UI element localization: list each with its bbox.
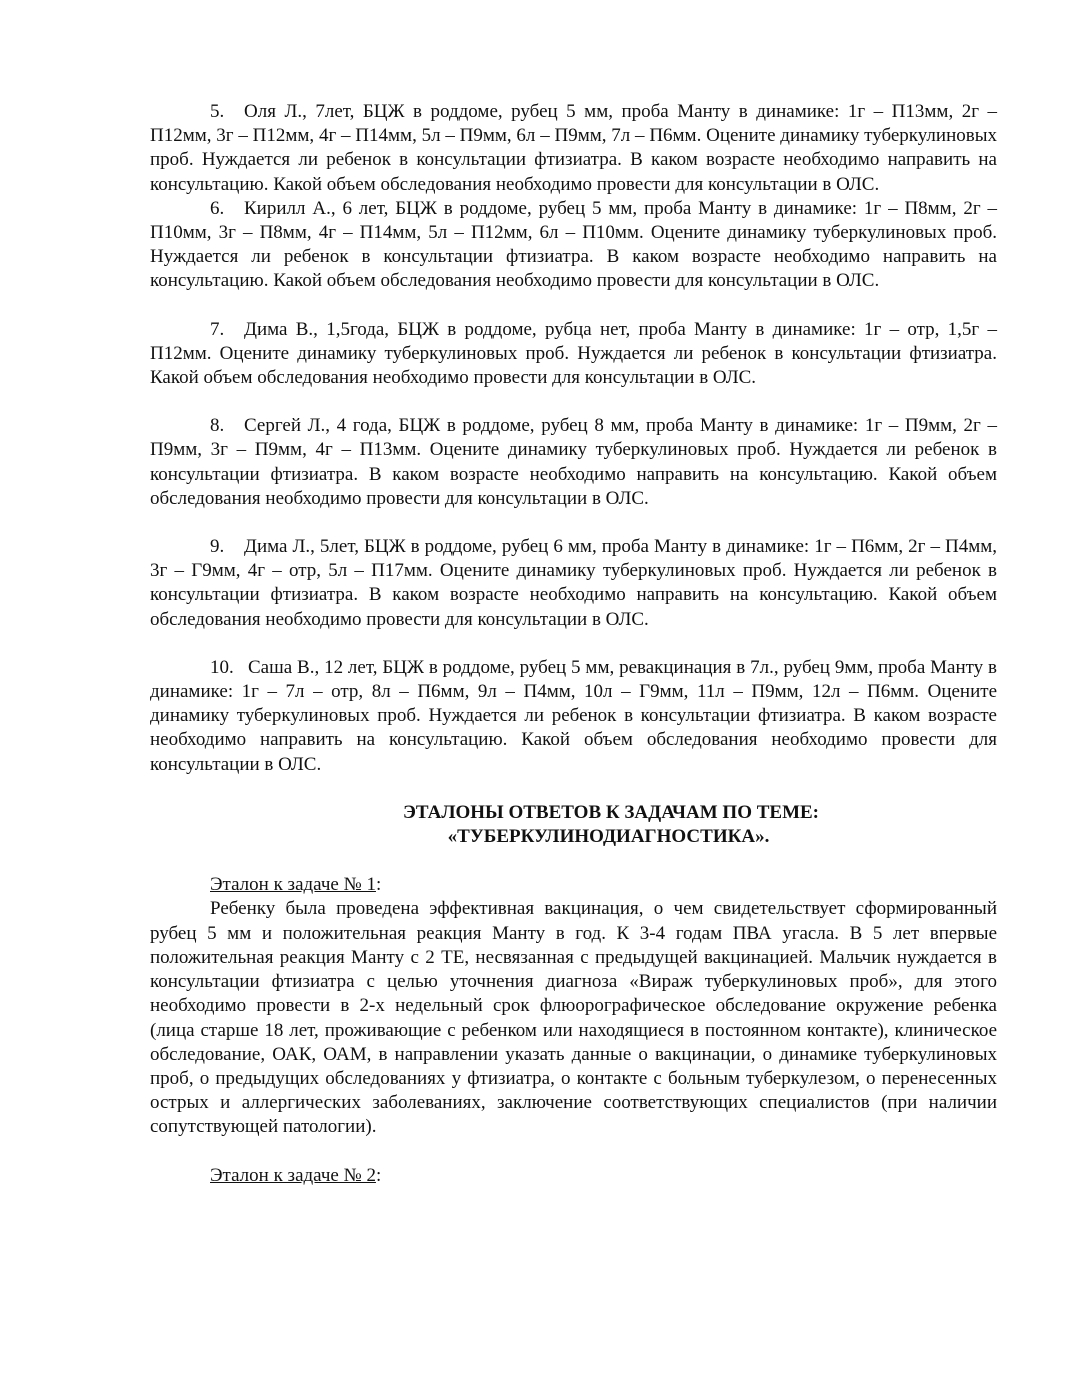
etalon-2-title-text: Эталон к задаче № 2 xyxy=(210,1164,376,1186)
etalon-1-colon: : xyxy=(375,874,382,896)
task-text: Оля Л., 7лет, БЦЖ в роддоме, рубец 5 мм, проба Манту в динамике: 1г – П13мм, 2г – П12мм, 3г – П12мм, 4г – П14мм, 5л – П9мм, 6л – П9мм, 7л – П6мм. Оцените динамику туберкулиновых проб. Нуждается ли ребенок в консультации фтизиатра. В каком возрасте необходимо направить на консультацию. Какой объем обследования необходимо провести для консультации в ОЛС. xyxy=(150,101,997,195)
task-5 xyxy=(150,100,997,197)
etalon-1-text: Ребенку была проведена эффективная вакцинация, о чем свидетельствует сформированный рубец 5 мм и положительная реакция Манту в год. К 3-4 годам ПВА угасла. В 5 лет впервые положительная реакция Манту с 2 ТЕ, несвязанная с предыдущей вакцинацией. Мальчик нуждается в консультации фтизиатра с целью уточнения диагноза «Вираж туберкулиновых проб», для этого необходимо провести в 2-х недельный срок флюорографическое обследование окружение ребенка (лица старше 18 лет, проживающие с ребенком или находящиеся в постоянном контакте), клиническое обследование, ОАК, ОАМ, в направлении указать данные о вакцинации, о динамике туберкулиновых проб, о предыдущих обследованиях у фтизиатра, о контакте с больным туберкулезом, о перенесенных острых и аллергических заболеваниях, заключение соответствующих специалистов (при наличии сопутствующей патологии). xyxy=(150,898,997,1138)
task-number: 10. xyxy=(210,656,234,678)
etalon-1-title-text: Эталон к задаче № 1 xyxy=(210,874,376,896)
task-number: 5. xyxy=(210,101,225,122)
task-text: Кирилл А., 6 лет, БЦЖ в роддоме, рубец 5 мм, проба Манту в динамике: 1г – П8мм, 2г – П10мм, 3г – П8мм, 4г – П14мм, 5л – П12мм, 6л – П10мм. Оцените динамику туберкулиновых проб. Нуждается ли ребенок в консультации фтизиатра. В каком возрасте необходимо направить на консультацию. Какой объем обследования необходимо провести для консультации в ОЛС. xyxy=(150,197,997,292)
etalon-2-colon: : xyxy=(375,1164,382,1186)
task-text: Саша В., 12 лет, БЦЖ в роддоме, рубец 5 мм, ревакцинация в 7л., рубец 9мм, проба Манту в динамике: 1г – 7л – отр, 8л – П6мм, 9л – П4мм, 10л – Г9мм, 11л – П9мм, 12л – П6мм. Оцените динамику туберкулиновых проб. Нуждается ли ребенок в консультации фтизиатра. В каком возрасте необходимо направить на консультацию. Какой объем обследования необходимо провести для консультации в ОЛС. xyxy=(150,656,997,775)
task-9 xyxy=(150,535,997,632)
spacer xyxy=(150,294,997,318)
document-page xyxy=(150,100,997,1188)
spacer xyxy=(150,511,997,535)
task-text: Дима Л., 5лет, БЦЖ в роддоме, рубец 6 мм, проба Манту в динамике: 1г – П6мм, 2г – П4мм, 3г – Г9мм, 4г – отр, 5л – П17мм. Оцените динамику туберкулиновых проб. Нуждается ли ребенок в консультации фтизиатра. В каком возрасте необходимо направить на консультацию. Какой объем обследования необходимо провести для консультации в ОЛС. xyxy=(150,536,997,630)
spacer xyxy=(150,632,997,656)
task-text: Сергей Л., 4 года, БЦЖ в роддоме, рубец 8 мм, проба Манту в динамике: 1г – П9мм, 2г – П9мм, 3г – П9мм, 4г – П13мм. Оцените динамику туберкулиновых проб. Нуждается ли ребенок в консультации фтизиатра. В каком возрасте необходимо направить на консультацию. Какой объем обследования необходимо провести для консультации в ОЛС. xyxy=(150,415,997,509)
task-number: 7. xyxy=(210,318,225,340)
spacer xyxy=(150,849,997,873)
task-6 xyxy=(150,197,997,294)
task-10 xyxy=(150,656,997,777)
task-number: 9. xyxy=(210,536,225,558)
etalon-1-title xyxy=(150,873,997,897)
spacer xyxy=(150,777,997,801)
spacer xyxy=(150,390,997,414)
task-text: Дима В., 1,5года, БЦЖ в роддоме, рубца нет, проба Манту в динамике: 1г – отр, 1,5г – П12мм. Оцените динамику туберкулиновых проб. Нуждается ли ребенок в консультации фтизиатра. Какой объем обследования необходимо провести для консультации в ОЛС. xyxy=(150,318,997,389)
section-heading-topic: «ТУБЕРКУЛИНОДИАГНОСТИКА». xyxy=(447,826,770,848)
task-number: 8. xyxy=(210,415,225,437)
etalon-2-title xyxy=(150,1164,997,1188)
spacer xyxy=(150,1140,997,1164)
task-8 xyxy=(150,414,997,511)
section-heading: ЭТАЛОНЫ ОТВЕТОВ К ЗАДАЧАМ ПО ТЕМЕ: xyxy=(403,801,819,823)
task-number: 6. xyxy=(210,197,225,219)
task-7 xyxy=(150,318,997,391)
